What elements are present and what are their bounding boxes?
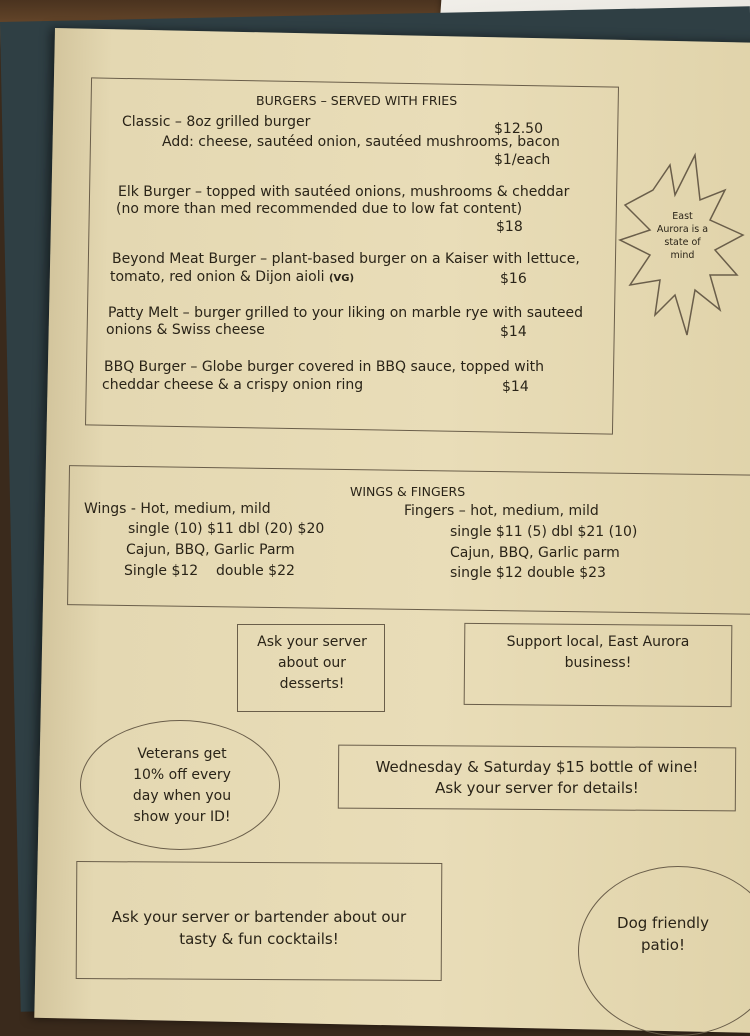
patty-melt-desc: onions & Swiss cheese bbox=[106, 322, 265, 338]
beyond-burger-desc bbox=[110, 268, 354, 288]
bbq-burger-desc: cheddar cheese & a crispy onion ring bbox=[102, 377, 364, 393]
burgers-header: BURGERS – SERVED WITH FRIES bbox=[256, 93, 458, 108]
classic-burger-addon-price: $1/each bbox=[494, 152, 551, 168]
fingers-line-4: single $12 double $23 bbox=[450, 565, 606, 581]
veterans-text: Veterans get 10% off every day when you show your ID! bbox=[132, 746, 232, 825]
wings-line-2: single (10) $11 dbl (20) $20 bbox=[128, 521, 325, 537]
vegan-tag: (VG) bbox=[328, 273, 355, 284]
fingers-line-3: Cajun, BBQ, Garlic parm bbox=[450, 545, 620, 561]
wine-line-2: Ask your server for details! bbox=[435, 779, 639, 797]
wine-line-1: Wednesday & Saturday $15 bottle of wine! bbox=[375, 758, 699, 776]
beyond-burger-price: $16 bbox=[500, 271, 527, 287]
wine-box bbox=[338, 745, 736, 812]
desserts-text: Ask your server about our desserts! bbox=[257, 634, 367, 692]
classic-burger-price: $12.50 bbox=[494, 121, 543, 137]
wings-line-1: Wings - Hot, medium, mild bbox=[84, 501, 271, 517]
classic-burger-title: Classic – 8oz grilled burger bbox=[122, 114, 311, 130]
classic-burger-addons: Add: cheese, sautéed onion, sautéed mushrooms, bacon bbox=[162, 134, 560, 150]
starburst-text: East Aurora is a state of mind bbox=[656, 211, 709, 261]
cocktails-text: Ask your server or bartender about our tasty & fun cocktails! bbox=[111, 908, 407, 948]
fingers-line-1: Fingers – hot, medium, mild bbox=[404, 503, 599, 519]
wings-line-4: Single $12 double $22 bbox=[124, 563, 295, 579]
patty-melt-title: Patty Melt – burger grilled to your liking on marble rye with sauteed bbox=[108, 305, 584, 321]
beyond-burger-title: Beyond Meat Burger – plant-based burger on a Kaiser with lettuce, bbox=[112, 251, 580, 267]
elk-burger-title: Elk Burger – topped with sautéed onions, mushrooms & cheddar bbox=[118, 184, 570, 200]
elk-burger-note: (no more than med recommended due to low fat content) bbox=[116, 201, 523, 217]
patty-melt-price: $14 bbox=[500, 324, 527, 340]
beyond-burger-desc-text: tomato, red onion & Dijon aioli bbox=[110, 269, 325, 285]
wings-header: WINGS & FINGERS bbox=[350, 484, 466, 499]
bbq-burger-price: $14 bbox=[502, 379, 529, 395]
dog-friendly-text: Dog friendly patio! bbox=[617, 914, 709, 954]
fingers-line-2: single $11 (5) dbl $21 (10) bbox=[450, 524, 638, 540]
wings-line-3: Cajun, BBQ, Garlic Parm bbox=[126, 542, 295, 558]
bbq-burger-title: BBQ Burger – Globe burger covered in BBQ sauce, topped with bbox=[104, 359, 544, 375]
support-local-text: Support local, East Aurora business! bbox=[506, 634, 690, 671]
elk-burger-price: $18 bbox=[496, 219, 523, 235]
